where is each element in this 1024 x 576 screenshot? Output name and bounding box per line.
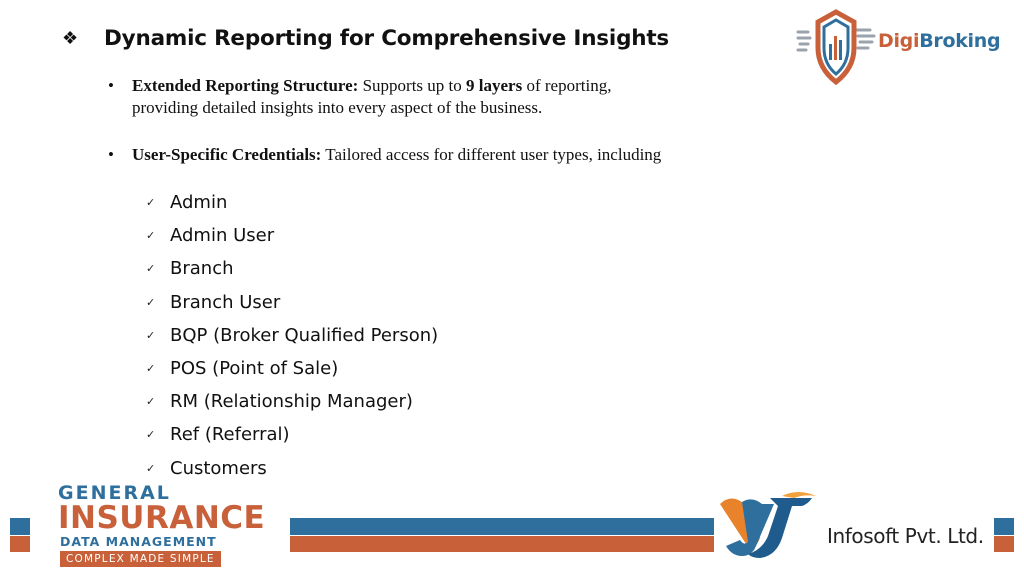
- bullet-body: [132, 144, 772, 166]
- general-insurance-logo: [58, 482, 288, 570]
- diamond-bullet-icon: ❖: [62, 28, 79, 48]
- bullet-body: [132, 75, 772, 119]
- checkmark-icon: ✓: [146, 296, 156, 309]
- digibroking-logo: [796, 8, 1018, 86]
- user-type-label: BQP (Broker Qualified Person): [170, 324, 439, 346]
- list-item: [146, 252, 438, 285]
- list-item: [146, 352, 438, 385]
- bullet-lead: Extended Reporting Structure:: [132, 76, 359, 95]
- bullet-text: of reporting,: [522, 76, 612, 95]
- company-name: Infosoft Pvt. Ltd.: [827, 524, 984, 548]
- bullet-user-credentials: [108, 144, 772, 166]
- footer-bar-right-blue: [994, 518, 1014, 535]
- bullet-emphasis: 9 layers: [466, 76, 523, 95]
- checkmark-icon: ✓: [146, 363, 156, 376]
- list-item: [146, 319, 438, 352]
- user-type-label: POS (Point of Sale): [170, 358, 339, 380]
- footer-bar-center-blue: [290, 518, 714, 535]
- slide-title-row: [62, 26, 669, 51]
- vj-logo: [712, 490, 818, 562]
- bullet-lead: User-Specific Credentials:: [132, 145, 322, 164]
- checkmark-icon: ✓: [146, 263, 156, 276]
- bullet-extended-reporting: [108, 75, 772, 119]
- user-type-label: Admin User: [170, 225, 275, 247]
- checkmark-icon: ✓: [146, 329, 156, 342]
- user-type-label: RM (Relationship Manager): [170, 391, 413, 413]
- footer-bar-center-orange: [290, 536, 714, 552]
- logo-line-data-management: DATA MANAGEMENT: [60, 534, 217, 549]
- digibroking-wordmark: DigiBroking: [878, 30, 1001, 52]
- shield-chart-icon: [796, 8, 876, 86]
- footer-bar-left-orange: [10, 536, 30, 552]
- logo-tagline: COMPLEX MADE SIMPLE: [60, 551, 221, 567]
- checkmark-icon: ✓: [146, 197, 156, 210]
- user-type-label: Customers: [170, 457, 267, 479]
- user-type-label: Branch: [170, 258, 234, 280]
- bullet-dot: •: [108, 145, 114, 164]
- list-item: [146, 219, 438, 252]
- bullet-dot: •: [108, 76, 114, 95]
- footer-bar-left-blue: [10, 518, 30, 535]
- list-item: [146, 286, 438, 319]
- logo-line-general: GENERAL: [58, 482, 171, 504]
- checkmark-icon: ✓: [146, 429, 156, 442]
- list-item: [146, 186, 438, 219]
- user-type-label: Admin: [170, 192, 228, 214]
- checkmark-icon: ✓: [146, 462, 156, 475]
- user-type-label: Ref (Referral): [170, 424, 290, 446]
- bullet-text: Tailored access for different user types, including: [321, 145, 662, 164]
- user-type-list: [146, 186, 438, 485]
- user-type-label: Branch User: [170, 291, 281, 313]
- list-item: [146, 385, 438, 418]
- list-item: [146, 418, 438, 451]
- logo-line-insurance: INSURANCE: [58, 500, 266, 536]
- bullet-text-line2: providing detailed insights into every aspect of the business.: [132, 98, 543, 117]
- vj-logo-icon: [712, 490, 818, 562]
- footer-bar-right-orange: [994, 536, 1014, 552]
- list-item: [146, 452, 438, 485]
- checkmark-icon: ✓: [146, 230, 156, 243]
- bullet-text: Supports up to: [358, 76, 467, 95]
- slide-title: Dynamic Reporting for Comprehensive Insights: [104, 26, 670, 51]
- checkmark-icon: ✓: [146, 396, 156, 409]
